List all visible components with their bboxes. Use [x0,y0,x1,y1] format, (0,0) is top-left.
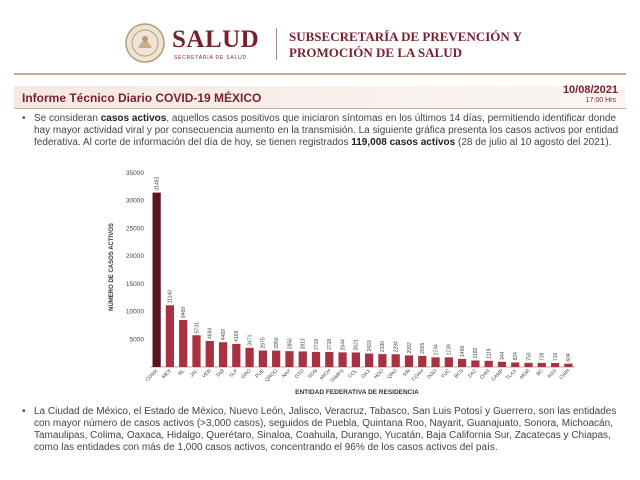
bar [485,361,493,367]
x-tick-label: ZAC [466,368,479,380]
bar-value-label: 4469 [220,329,227,341]
x-tick-label: NAY [281,368,293,380]
x-tick-label: QROO [264,368,280,384]
bar-value-label: 11140 [167,290,174,304]
bar-value-label: 750 [526,352,533,361]
bar-value-label: 2813 [300,338,307,350]
bar [458,359,466,367]
x-tick-label: HGO [373,368,386,381]
bar [471,360,479,367]
y-tick-label: 10000 [125,308,144,316]
bar-value-label: 2719 [313,338,320,350]
bar [245,348,253,367]
bar-value-label: 739 [539,352,546,361]
x-tick-label: TLAX [505,368,519,382]
bar-value-label: 4694 [207,327,214,339]
bar [551,363,559,367]
bar [338,352,346,367]
x-tick-label: NL [177,368,187,377]
subsecretaria-line-1: SUBSECRETARÍA DE PREVENCIÓN Y [289,29,522,44]
y-tick-label: 20000 [125,253,144,261]
bar [179,320,187,367]
x-tick-label: MEX [160,368,173,381]
report-date: 10/08/2021 [562,84,618,96]
bullet-icon: • [22,113,26,124]
x-tick-label: CHIS [478,368,492,381]
bar-value-label: 1744 [433,344,440,356]
intro-text-1: Se consideran [34,113,101,124]
x-tick-label: COAH [410,368,426,383]
bar [498,362,506,367]
bar [405,355,413,367]
bar-value-label: 3471 [247,334,254,346]
bar [365,354,373,367]
x-tick-label: OAX [360,368,373,380]
x-tick-label: MOR [518,368,532,381]
x-axis-title: ENTIDAD FEDERATIVA DE RESIDENCIA [295,389,419,396]
bar-value-label: 2856 [287,338,294,350]
x-tick-label: DGO [426,368,439,381]
bar-value-label: 8469 [181,306,188,319]
x-tick-label: VER [201,368,213,380]
y-tick-label: 35000 [125,170,144,177]
logo-subtitle: SECRETARÍA DE SALUD [174,55,247,61]
bar [259,351,267,367]
intro-text-2: , aquellos casos positivos que iniciaron síntomas en los últimos 14 días, permitiendo identificar donde hay mayor actividad viral y por consecuencia aumento en la transmisión. La siguiente gráfica presenta los casos activos por entidad federativa. Al corte de información del día de hoy, se tienen registrados [34,113,619,148]
bar-value-label: 4169 [234,330,241,342]
x-tick-label: COL [347,368,359,380]
x-tick-label: JAL [189,368,200,379]
subsecretaria-line-2: PROMOCIÓN DE LA SALUD [289,45,462,60]
y-tick-label: 15000 [125,280,144,288]
bar-value-label: 5731 [194,322,201,334]
bar [392,354,400,367]
bar-value-label: 2621 [353,339,360,351]
bar [538,363,546,367]
bar [219,342,227,367]
report-time: 17:00 Hrs [585,97,616,104]
y-axis-title: NÚMERO DE CASOS ACTIVOS [109,223,115,311]
bar [166,305,174,367]
bar-value-label: 1119 [486,348,493,359]
bar-value-label: 604 [566,353,573,362]
x-tick-label: YUC [440,368,452,380]
bar-value-label: 1458 [459,345,466,357]
bar-value-label: 2644 [340,339,347,351]
y-tick-label: 5000 [129,336,144,344]
bar [418,356,426,367]
bar [352,352,360,367]
y-tick-label: 30000 [125,197,144,205]
y-tick-label: 25000 [125,225,144,233]
bar-value-label: 1182 [473,347,480,359]
bar [564,364,572,367]
x-tick-label: BCS [453,368,466,380]
bar-value-label: 2005 [420,342,427,354]
x-tick-label: QRO [386,368,399,381]
bar [299,351,307,367]
x-tick-label: TAB [215,368,226,380]
bar-value-label: 2950 [273,337,280,349]
closing-paragraph: La Ciudad de México, el Estado de México, Nuevo León, Jalisco, Veracruz, Tabasco, San Luis Potosí y Guerrero, son las entidades con mayor número de casos activos (>3,000 casos), seguidos de Puebla, Quintana Roo, Nayarit, Guanajuato, Sonora, Michoacán, Tamaulipas, Colima, Oaxaca, Hidalgo, Querétaro, Sinaloa, Coahuila, Durango, Yucatán, Baja California Sur, Zacatecas y Chiapas, como las entidades con más de 1,000 casos activos, concentrando el 96% de los casos activos del país. [34,406,617,453]
bar [445,357,453,367]
bar [285,351,293,367]
x-tick-label: GRO [240,368,253,381]
bar-value-label: 2718 [327,338,334,350]
x-tick-label: SLP [228,368,240,380]
bar [325,352,333,367]
x-tick-label: GTO [293,368,306,381]
bar-value-label: 2433 [366,340,373,352]
bars-group [145,176,573,384]
bar [431,357,439,367]
x-tick-label: CHIH [558,368,572,382]
bar-value-label: 1739 [446,344,453,356]
x-tick-label: MICH [318,368,333,382]
bar-value-label: 2092 [406,342,413,354]
bar-value-label: 824 [513,352,520,361]
logo-wordmark: SALUD [172,26,260,53]
bar-value-label: 716 [552,352,559,362]
x-tick-label: AGS [546,368,558,380]
bar-value-label: 31463 [154,176,161,191]
bar-value-label: 944 [499,351,506,360]
intro-text-3: (28 de julio al 10 agosto del 2021). [455,137,612,148]
bar-value-label: 2294 [393,341,400,353]
bar [192,335,200,367]
bullet-icon: • [22,406,26,417]
report-title: Informe Técnico Diario COVID-19 MÉXICO [22,91,262,105]
x-tick-label: SON [307,368,319,381]
intro-bold-1: casos activos [100,113,167,124]
bar [272,351,280,367]
bar-value-label: 2975 [260,337,267,349]
bar [524,363,532,367]
intro-bold-2: 119,008 casos activos [351,137,456,148]
bar [232,344,240,367]
x-tick-label: SIN [401,368,412,379]
x-tick-label: TAMPS [329,368,346,385]
x-tick-label: BC [535,368,545,378]
bar [511,362,519,367]
bar [206,341,214,367]
x-tick-label: CDMX [144,368,160,383]
bar [312,352,320,367]
x-tick-label: PUE [254,368,266,380]
bar [153,193,161,367]
bar-value-label: 2330 [380,340,387,353]
x-tick-label: CAMP [490,368,505,383]
bar [378,354,386,367]
